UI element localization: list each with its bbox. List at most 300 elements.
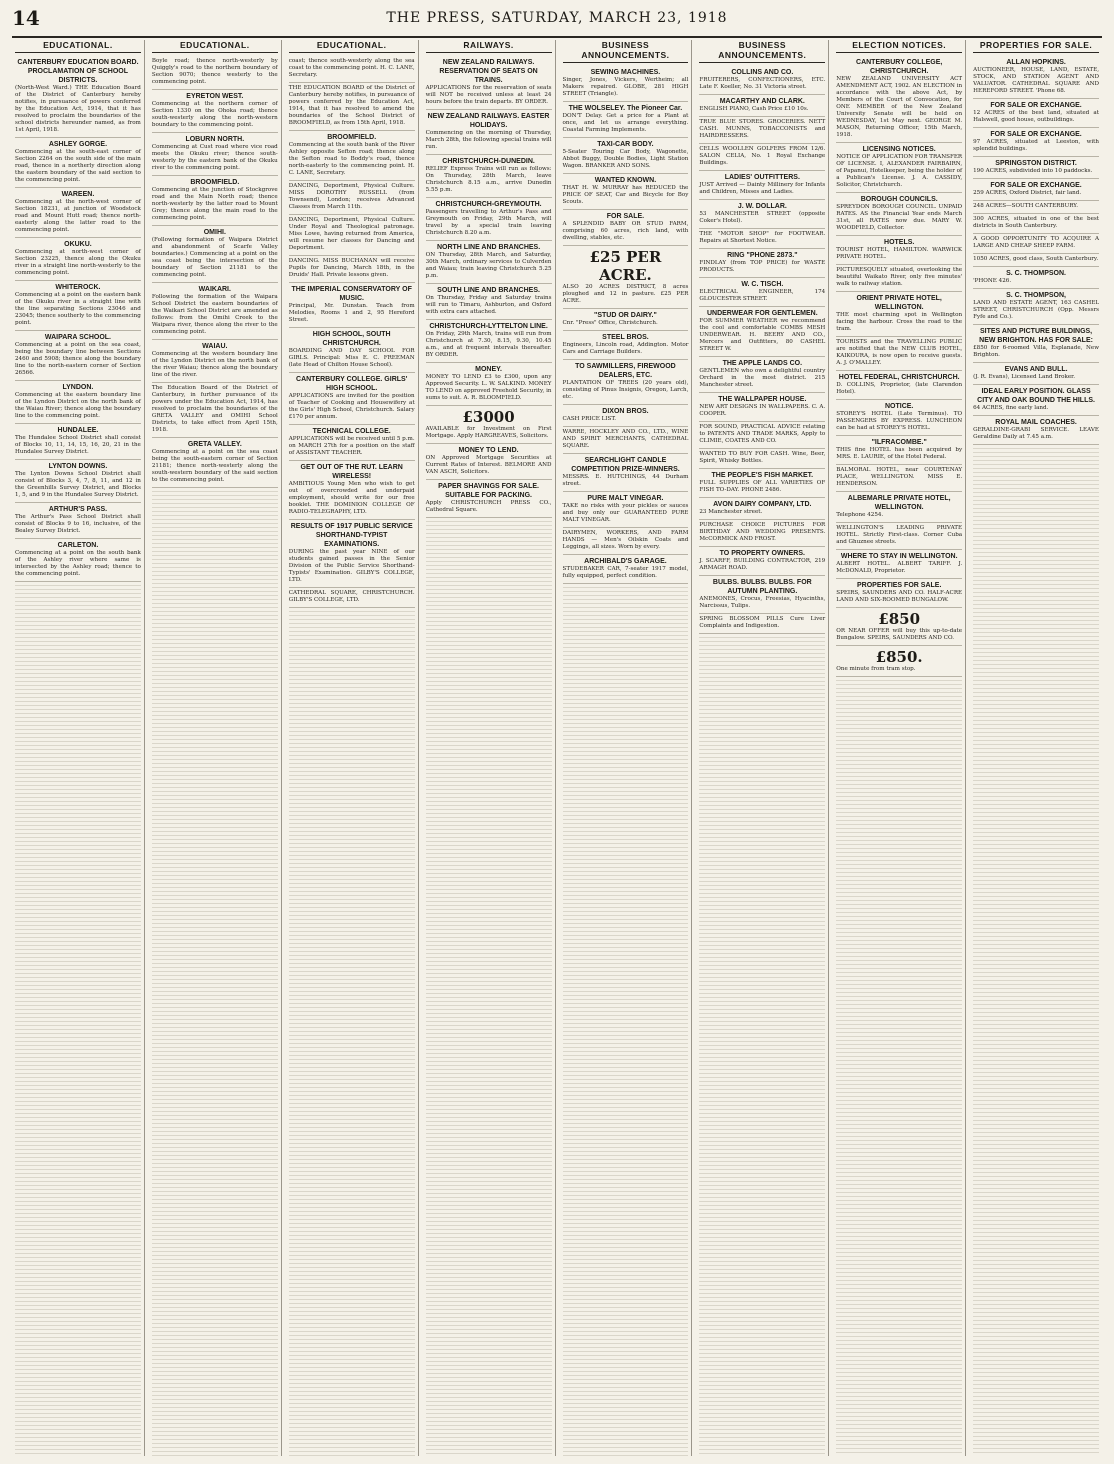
ad-body-text: ELECTRICAL ENGINEER, 174 GLOUCESTER STREET. (699, 289, 826, 302)
ad-body-text: Commencing at a point on the sea coast, being the boundary line between Sections 2460 and 5908; thence along the boundary line to the north-eastern corner of Section 26566. (15, 342, 141, 376)
advertisement (152, 56, 278, 90)
advertisement (289, 461, 415, 520)
advertisement (563, 331, 689, 360)
ad-body-text: RELIEF Express Trains will run as follows: On Thursday, 28th March, leave Christchurch 8.15 a.m., arrive Dunedin 5.55 p.m. (425, 166, 552, 193)
advertisement (973, 289, 1099, 325)
ad-headline: TECHNICAL COLLEGE. (312, 428, 391, 435)
ad-headline: CANTERBURY COLLEGE, CHRISTCHURCH. (856, 59, 943, 75)
ad-body-text: STUDEBAKER CAR, 7-seater 1917 model, fully equipped, perfect condition. (562, 566, 689, 579)
ad-body-text: WANTED TO BUY FOR CASH. Wine, Beer, Spirit, Whisky Bottles. (699, 451, 826, 464)
advertisement (973, 363, 1099, 385)
ad-headline: SPRINGSTON DISTRICT. (995, 160, 1077, 167)
ad-headline: MACARTHY AND CLARK. (719, 98, 805, 105)
column-6 (696, 40, 829, 1456)
ad-headline: BROOMFIELD. (327, 134, 377, 141)
ad-body-text: Commencing at the eastern boundary line of the Lyndon District on the north bank of the Waiau River; thence along the boundary line to the commencing point. (15, 392, 141, 419)
advertisement (152, 90, 278, 133)
ad-body-text: 64 ACRES, fine early land. (973, 405, 1049, 411)
ad-body-text: BALMORAL HOTEL, near COURTENAY PLACE, WELLINGTON. MISS E. HENDERSON. (836, 467, 963, 487)
ad-headline: SEARCHLIGHT CANDLE COMPETITION PRIZE-WINNERS. (571, 457, 680, 473)
ad-headline: LOBURN NORTH. (185, 136, 245, 143)
column-heading: RAILWAYS. (426, 40, 552, 53)
ad-body-text: (Following formation of Waipara District and abandonment of Scarfe Valley boundaries.) Commencing at a point on the sea coast being the intersection of the boundary of Section 21181 to the commencing point. (151, 237, 278, 278)
advertisement (426, 56, 552, 110)
advertisement (699, 66, 825, 95)
advertisement (563, 427, 689, 454)
ad-headline: S. C. THOMPSON. (1006, 270, 1067, 277)
advertisement (563, 246, 689, 309)
advertisement (699, 498, 825, 520)
ad-body-text: WELLINGTON'S LEADING PRIVATE HOTEL. Strictly First-class. Corner Cuba and Ghuznee streets. (836, 525, 963, 545)
ad-body-text: 53 MANCHESTER STREET (opposite Coker's Hotel). (699, 211, 826, 224)
advertisement (15, 424, 141, 460)
ad-headline: LYNTON DOWNS. (48, 463, 108, 470)
advertisement (836, 371, 962, 400)
ad-body-text: Commencing at the north-west corner of Section 18231, at junction of Woodstock road and Mount Hutt road; thence north-easterly along the latter road to the commencing point. (15, 199, 141, 233)
ad-body-text: Singer, Jones, Vickers, Wertheim; all Makers repaired. GLOBE, 281 HIGH STREET (Triangle). (562, 77, 689, 97)
advertisement (973, 201, 1099, 214)
column-fine-print (15, 582, 141, 1456)
advertisement (836, 193, 962, 236)
ad-body-text: NEW ZEALAND UNIVERSITY ACT AMENDMENT ACT, 1902. AN ELECTION in accordance with the above Act, by Members of the Court of Convocation, for ONE MEMBER of the New Zealand University Senate will be held on WEDNESDAY, 1st May next. GEORGE M. MASON, Returning Officer, 15th March, 1918. (836, 76, 963, 138)
advertisement (15, 238, 141, 281)
ad-headline: THE APPLE LANDS CO. (722, 360, 803, 367)
ad-body-text: The Arthur's Pass School District shall consist of Blocks 9 to 16, inclusive, of the Bealey Survey District. (15, 514, 141, 534)
advertisement (426, 241, 552, 284)
ad-headline: CANTERBURY EDUCATION BOARD. PROCLAMATION OF SCHOOL DISTRICTS. (17, 59, 139, 84)
advertisement (699, 393, 825, 422)
ad-body-text: Commencing at the junction of Stockgrove road and the Main North road; thence north-westerly by the latter road to Mount Grey; thence along the main road to the commencing point. (151, 187, 278, 221)
ad-body-text: On Friday, 29th March, trains will run from Christchurch at 7.30, 8.15, 9.30, 10.45 a.m., and at frequent intervals thereafter. BY ORDER. (425, 331, 552, 358)
ad-headline: TO PROPERTY OWNERS. (719, 550, 805, 557)
column-1 (12, 40, 145, 1456)
ad-body-text: GERALDINE-GRABI SERVICE. LEAVE Geraldine Daily at 7.45 a.m. (973, 427, 1099, 440)
ad-body-text: FOR SUMMER WEATHER we recommend the cool and comfortable COMBS MESH UNDERWEAR. H. BEERY AND CO., Mercers and Outfitters, 80 CASHEL STREET W. (699, 318, 826, 352)
advertisement (152, 226, 278, 283)
ad-headline: WHERE TO STAY IN WELLINGTON. (840, 553, 958, 560)
advertisement (289, 283, 415, 328)
ad-headline: FOR SALE OR EXCHANGE. (990, 102, 1082, 109)
ad-headline: FOR SALE. (606, 213, 645, 220)
ad-headline: OMIHI. (203, 229, 226, 236)
ad-headline: BROOMFIELD. (190, 179, 240, 186)
advertisement (699, 547, 825, 576)
ad-body-text: AMBITIOUS Young Men who wish to get out of overcrowded and underpaid employment, should write for our free booklet. THE DOMINION COLLEGE OF RADIO-TELEGRAPHY, LTD. (288, 481, 415, 515)
ad-body-text: Commencing at a point on the south bank of the Ashley river where same is intersected by the Ashley road; thence to the commencing point. (15, 550, 141, 577)
advertisement (699, 144, 825, 171)
ad-body-text: DON'T Delay. Get a price for a Plant at once, and let us arrange everything. Coastal Farming Implements. (562, 113, 689, 133)
ad-body-text: ON Approved Mortgage Securities at Current Rates of Interest. BELMORE AND VAN ASCH, Solicitors. (425, 455, 552, 475)
advertisement (563, 138, 689, 174)
ad-body-text: ON Thursday, 28th March, and Saturday, 30th March, ordinary services to Culverden and Waiau; train leaving Christchurch 5.25 p.m. (425, 252, 552, 279)
column-heading: BUSINESS ANNOUNCEMENTS. (563, 40, 689, 63)
ad-body-text: FINDLAY (from TOP PRICE) for WASTE PRODUCTS. (699, 260, 826, 273)
advertisement (563, 405, 689, 427)
advertisement (426, 198, 552, 241)
ad-headline: EYRETON WEST. (186, 93, 244, 100)
advertisement (836, 492, 962, 523)
advertisement (289, 328, 415, 373)
ad-headline: CHRISTCHURCH-GREYMOUTH. (435, 201, 542, 208)
column-heading: EDUCATIONAL. (15, 40, 141, 53)
ad-body-text: FRUITERERS, CONFECTIONERS, ETC. Late F. Koeller, No. 31 Victoria street. (699, 77, 826, 90)
ad-headline: UNDERWEAR FOR GENTLEMEN. (706, 310, 818, 317)
advertisement (836, 236, 962, 265)
ad-headline: ARTHUR'S PASS. (48, 506, 108, 513)
advertisement (426, 406, 552, 444)
advertisement (289, 215, 415, 256)
ad-headline: AVON DAIRY COMPANY, LTD. (713, 501, 812, 508)
ad-headline: S. C. THOMPSON, (1006, 292, 1067, 299)
advertisement (15, 188, 141, 238)
ad-headline: NEW ZEALAND RAILWAYS. RESERVATION OF SEATS ON TRAINS. (439, 59, 538, 84)
ad-headline: THE WALLPAPER HOUSE. (718, 396, 807, 403)
advertisement (15, 138, 141, 188)
advertisement (563, 492, 689, 528)
ad-headline: OKUKU. (64, 241, 92, 248)
ad-headline: WAREEN. (61, 191, 95, 198)
ad-headline: SITES AND PICTURE BUILDINGS, NEW BRIGHTON. HAS FOR SALE: (979, 328, 1093, 344)
advertisement (563, 309, 689, 331)
ad-headline: MONEY TO LEND. (458, 447, 519, 454)
ad-headline: ALBEMARLE PRIVATE HOTEL, WELLINGTON. (847, 495, 951, 511)
newspaper-columns (12, 40, 1102, 1456)
ad-headline: ALLAN HOPKINS. (1006, 59, 1066, 66)
ad-headline: EVANS AND BULL. (1004, 366, 1068, 373)
ad-headline: STEEL BROS. (602, 334, 649, 341)
ad-body-text: APPLICATIONS for the reservation of seats will NOT be received unless at least 24 hours before the train departs. BY ORDER. (425, 85, 552, 105)
ad-body-text: FOR SOUND, PRACTICAL ADVICE relating to PATENTS AND TRADE MARKS, Apply to CLIMIE, COATES AND CO. (699, 424, 826, 444)
ad-body-text: CASH PRICE LIST. (562, 416, 617, 422)
column-fine-print (152, 488, 278, 1456)
advertisement (836, 400, 962, 436)
advertisement (973, 56, 1099, 99)
ad-body-text: PICTURESQUELY situated, overlooking the beautiful Waikato River, only five minutes' walk to railway station. (836, 267, 963, 287)
ad-body-text: MESSRS. E. HUTCHINGS, 44 Durham street. (562, 474, 689, 487)
advertisement (973, 325, 1099, 363)
advertisement (563, 360, 689, 405)
advertisement (15, 331, 141, 381)
ad-body-text: 'PHONE 426. (973, 278, 1012, 284)
advertisement (152, 383, 278, 438)
ad-headline: NEW ZEALAND RAILWAYS. EASTER HOLIDAYS. (427, 113, 550, 129)
advertisement (699, 117, 825, 144)
advertisement (973, 214, 1099, 234)
ad-headline: £850 (878, 610, 921, 628)
ad-body-text: FULL SUPPLIES OF ALL VARIETIES OF FISH TO-DAY. PHONE 2486. (699, 480, 826, 493)
advertisement (289, 83, 415, 131)
ad-headline: PROPERTIES FOR SALE. (856, 582, 942, 589)
column-fine-print (426, 518, 552, 1456)
advertisement (699, 249, 825, 278)
ad-body-text: CELLS WOOLLEN GOLFERS FROM 12/6. SALON CELIA, No. 1 Royal Exchange Buildings. (699, 146, 826, 166)
ad-headline: COLLINS AND CO. (731, 69, 794, 76)
ad-body-text: Apply CHRISTCHURCH PRESS CO., Cathedral Square. (425, 500, 552, 513)
advertisement (563, 174, 689, 210)
ad-body-text: ALBERT HOTEL. ALBERT TARIFF. J. McDONALD, Proprietor. (836, 561, 963, 574)
advertisement (289, 181, 415, 215)
advertisement (15, 503, 141, 539)
ad-body-text: (J. R. Evans), Licensed Land Broker. (973, 374, 1076, 380)
advertisement (836, 292, 962, 337)
ad-body-text: DAIRYMEN, WORKERS, AND FARM HANDS — Men's Oilskin Coats and Leggings, all sizes. Worn by every. (562, 530, 689, 550)
ad-headline: RESULTS OF 1917 PUBLIC SERVICE SHORTHAND-TYPIST EXAMINATIONS. (290, 523, 413, 548)
ad-body-text: (North-West Ward.) THE Education Board of the District of Canterbury hereby notifies, in pursuance of powers conferred by the Education Act, 1914, that it has resolved to proclaim the boundaries of the school districts hereunder named, as from 1st April, 1918. (15, 85, 141, 133)
advertisement (699, 200, 825, 229)
ad-headline: MONEY. (475, 366, 502, 373)
ad-headline: ROYAL MAIL COACHES. (995, 419, 1077, 426)
advertisement (973, 128, 1099, 157)
ad-body-text: Commencing at the south-east corner of Section 2264 on the south side of the main road, thence in a northerly direction along the eastern boundary of the said section to the commencing point. (15, 149, 141, 183)
ad-body-text: PURCHASE CHOICE PICTURES FOR BIRTHDAY AND WEDDING PRESENTS. McCORMICK AND FROST. (699, 522, 826, 542)
ad-body-text: Commencing at the northern corner of Section 1330 on the Ohoka road; thence south-westerly along the north-western boundary to the commencing point. (151, 101, 278, 128)
advertisement (699, 576, 825, 614)
ad-body-text: Cnr. "Press" Office, Christchurch. (562, 320, 658, 326)
ad-body-text: APPLICATIONS are invited for the position of Teacher of Cooking and Housewifery at the Girls' High School, Christchurch. Salary £170 per annum. (288, 393, 415, 420)
ad-headline: J. W. DOLLAR. (737, 203, 787, 210)
ad-body-text: ALSO 20 ACRES DISTRICT, 8 acres ploughed and 12 in pasture. £25 PER ACRE. (562, 284, 689, 304)
ad-headline: GRETA VALLEY. (187, 441, 242, 448)
advertisement (426, 480, 552, 518)
advertisement (289, 588, 415, 608)
ad-body-text: PLANTATION OF TREES (20 years old), consisting of Pinus Insignis, Oregon, Larch, etc. (562, 380, 689, 400)
ad-headline: PAPER SHAVINGS FOR SALE. SUITABLE FOR PACKING. (438, 483, 539, 499)
advertisement (15, 460, 141, 503)
ad-body-text: 97 ACRES, situated at Leeston, with splendid buildings. (973, 139, 1099, 152)
ad-headline: BULBS. BULBS. BULBS. FOR AUTUMN PLANTING. (712, 579, 812, 595)
ad-body-text: One minute from tram stop. (836, 666, 916, 672)
ad-body-text: D. COLLINS, Proprietor, (late Clarendon Hotel). (836, 382, 963, 395)
advertisement (152, 283, 278, 340)
ad-headline: CHRISTCHURCH-LYTTELTON LINE. (429, 323, 548, 330)
ad-body-text: 300 ACRES, situated in one of the best districts in South Canterbury. (973, 216, 1099, 229)
advertisement (836, 143, 962, 193)
advertisement (973, 157, 1099, 179)
ad-headline: PURE MALT VINEGAR. (587, 495, 664, 502)
ad-body-text: Commencing at the western boundary line of the Lyndon District on the north bank of the river Waiau; thence along the boundary line of the river. (151, 351, 278, 378)
column-fine-print (699, 634, 825, 1456)
ad-body-text: On Thursday, Friday and Saturday trains will run to Timaru, Ashburton, and Oxford with extra cars attached. (425, 295, 552, 315)
ad-body-text: THE "MOTOR SHOP" for FOOTWEAR. Repairs at Shortest Notice. (699, 231, 826, 244)
ad-body-text: DANCING, Deportment, Physical Culture. Under Royal and Theological patronage. Miss Lowe, having returned from America, will resume her classes for Dancing and Deportment. (288, 217, 415, 251)
ad-headline: SEWING MACHINES. (590, 69, 661, 76)
ad-body-text: SPREYDON BOROUGH COUNCIL. UNPAID RATES. AS the Financial Year ends March 31st, all RATES now due. MARY W. WOODFIELD, Collector. (836, 204, 963, 231)
ad-headline: WHITEROCK. (55, 284, 101, 291)
ad-body-text: Following the formation of the Waipara School District the eastern boundaries of the Waikari School District are amended as follows: from the Omihi Creek to the Waipara river, thence along the river to the commencing point. (151, 294, 278, 335)
ad-headline: HUNDALEE. (57, 427, 99, 434)
advertisement (836, 646, 962, 677)
ad-body-text: DANCING. MISS BUCHANAN will receive Pupils for Dancing, March 18th, in the Druids' Hall. Private lessons given. (288, 258, 415, 278)
ad-body-text: AUCTIONEER, HOUSE, LAND, ESTATE, STOCK, AND STATION AGENT AND VALUATOR. CATHEDRAL SQUARE AND HEREFORD STREET. 'Phone 68. (973, 67, 1099, 94)
ad-body-text: NEW ART DESIGNS IN WALLPAPERS. C. A. COOPER. (699, 404, 826, 417)
ad-headline: NORTH LINE AND BRANCHES. (436, 244, 541, 251)
ad-headline: FOR SALE OR EXCHANGE. (990, 182, 1082, 189)
advertisement (426, 110, 552, 155)
ad-body-text: Passengers travelling to Arthur's Pass and Greymouth on Friday, 29th March, will travel by a special train leaving Christchurch 8.20 a.m. (425, 209, 552, 236)
ad-body-text: OR NEAR OFFER will buy this up-to-date Bungalow. SPEIRS, SAUNDERS AND CO. (836, 628, 963, 641)
ad-body-text: Commencing on the morning of Thursday, March 28th, the following special trains will run. (425, 130, 552, 150)
ad-body-text: APPLICATIONS will be received until 5 p.m. on MARCH 27th for a position on the staff of ASSISTANT TEACHER. (288, 436, 415, 456)
advertisement (699, 422, 825, 449)
ad-headline: LICENSING NOTICES. (862, 146, 936, 153)
advertisement (699, 229, 825, 249)
column-3 (286, 40, 419, 1456)
advertisement (15, 381, 141, 424)
advertisement (15, 56, 141, 138)
column-heading: ELECTION NOTICES. (836, 40, 962, 53)
ad-headline: TO SAWMILLERS, FIREWOOD DEALERS, ETC. (575, 363, 676, 379)
advertisement (563, 210, 689, 246)
ad-headline: WAIPARA SCHOOL. (44, 334, 111, 341)
advertisement (426, 284, 552, 320)
newspaper-title: THE PRESS, SATURDAY, MARCH 23, 1918 (386, 10, 728, 26)
advertisement (563, 66, 689, 102)
ad-body-text: DANCING, Deportment, Physical Culture. MISS DOROTHY RUSSELL (from Townsend), London; receives Advanced Classes from March 11th. (288, 183, 415, 210)
ad-body-text: LAND AND ESTATE AGENT, 163 CASHEL STREET, CHRISTCHURCH (Opp. Messrs Fyfe and Co.). (973, 300, 1099, 320)
advertisement (152, 438, 278, 488)
advertisement (563, 454, 689, 492)
advertisement (973, 179, 1099, 201)
page-number: 14 (12, 6, 40, 30)
advertisement (426, 155, 552, 198)
advertisement (563, 528, 689, 555)
advertisement (152, 176, 278, 226)
ad-body-text: Telephone 4254. (836, 512, 884, 518)
ad-body-text: TAKE no risks with your pickles or sauces and buy only our GUARANTEED PURE MALT VINEGAR. (562, 503, 689, 523)
advertisement (836, 523, 962, 550)
ad-headline: GET OUT OF THE RUT. LEARN WIRELESS! (300, 464, 403, 480)
ad-body-text: 5-Seater Touring Car Body, Wagonette, Abbot Buggy, Double Bodies, Light Station Wagon. BRANKER AND SONS. (562, 149, 689, 169)
advertisement (699, 357, 825, 393)
ad-headline: ASHLEY GORGE. (48, 141, 108, 148)
advertisement (15, 281, 141, 331)
ad-headline: HIGH SCHOOL, SOUTH CHRISTCHURCH. (312, 331, 391, 347)
advertisement (973, 385, 1099, 416)
column-7 (833, 40, 966, 1456)
advertisement (699, 449, 825, 469)
advertisement (152, 340, 278, 383)
ad-body-text: BOARDING AND DAY SCHOOL FOR GIRLS. Principal: Miss E. C. FREEMAN (late Head of Chilton House School). (288, 348, 415, 368)
ad-body-text: STOREY'S HOTEL (Late Terminus). TO PASSENGERS BY EXPRESS. LUNCHEON can be had at STOREY'S HOTEL. (836, 411, 963, 431)
advertisement (289, 520, 415, 588)
ad-headline: FOR SALE OR EXCHANGE. (990, 131, 1082, 138)
advertisement (836, 56, 962, 143)
advertisement (699, 171, 825, 200)
column-fine-print (973, 445, 1099, 1456)
advertisement (699, 520, 825, 547)
advertisement (699, 307, 825, 357)
advertisement (699, 278, 825, 307)
ad-body-text: J. SCARFF, BUILDING CONTRACTOR, 219 ARMAGH ROAD. (699, 558, 826, 571)
ad-headline: CHRISTCHURCH-DUNEDIN. (442, 158, 535, 165)
ad-headline: NOTICE. (884, 403, 914, 410)
advertisement (15, 539, 141, 582)
ad-headline: "STUD OR DAIRY." (594, 312, 657, 319)
ad-body-text: ENGLISH PIANO, Cash Price £10 10s. (699, 106, 809, 112)
column-heading: BUSINESS ANNOUNCEMENTS. (699, 40, 825, 63)
ad-body-text: WARRE, HOCKLEY AND CO., LTD., WINE AND SPIRIT MERCHANTS, CATHEDRAL SQUARE. (562, 429, 689, 449)
advertisement (699, 469, 825, 498)
column-heading: EDUCATIONAL. (152, 40, 278, 53)
ad-headline: TAXI-CAR BODY. (597, 141, 654, 148)
ad-headline: RING "PHONE 2873." (727, 252, 798, 259)
ad-body-text: THE most charming spot in Wellington facing the harbour. Cross the road to the tram. (836, 312, 963, 332)
ad-headline: SOUTH LINE AND BRANCHES. (437, 287, 540, 294)
ad-headline: THE WOLSELEY. The Pioneer Car. (568, 105, 683, 112)
ad-headline: £25 PER ACRE. (589, 248, 662, 284)
advertisement (836, 550, 962, 579)
ad-body-text: AVAILABLE for Investment on First Mortgage. Apply HARGREAVES, Solicitors. (425, 426, 552, 439)
column-4 (423, 40, 556, 1456)
ad-body-text: CATHEDRAL SQUARE, CHRISTCHURCH. GILBY'S COLLEGE, LTD. (288, 590, 415, 603)
column-8 (970, 40, 1102, 1456)
ad-body-text: THIS fine HOTEL has been acquired by MRS. E. LAURIE, of the Hotel Federal. (836, 447, 963, 460)
ad-body-text: Principal, Mr. Dunstan. Teach from Melodies, Rooms 1 and 2, 95 Hereford Street. (288, 303, 415, 323)
advertisement (836, 337, 962, 371)
ad-body-text: TOURISTS and the TRAVELLING PUBLIC are notified that the NEW CLUB HOTEL, KAIKOURA, is now open to receive guests. A. J. O'MALLEY. (836, 339, 963, 366)
advertisement (289, 131, 415, 181)
advertisement (699, 614, 825, 634)
ad-body-text: 23 Manchester street. (699, 509, 763, 515)
ad-body-text: The Lynton Downs School District shall consist of Blocks 3, 4, 7, 8, 11, and 12 in the Greenhills Survey District, and Blocks 1, 5, and 9 in the Hundalee Survey District. (15, 471, 141, 498)
ad-headline: £850. (875, 648, 923, 666)
ad-body-text: 248 ACRES—SOUTH CANTERBURY. (973, 203, 1078, 209)
ad-body-text: A SPLENDID BABY OR STUD FARM, comprising 60 acres, rich land, with dwelling, stables, etc. (562, 221, 689, 241)
ad-body-text: The Education Board of the District of Canterbury, in further pursuance of its powers under the Education Act, 1914, has resolved to proclaim the boundaries of the GRETA VALLEY and OMIHI School Districts, to take effect from April 15th, 1918. (151, 385, 278, 433)
ad-headline: £3000 (462, 408, 515, 426)
advertisement (426, 444, 552, 480)
ad-headline: CARLETON. (57, 542, 99, 549)
ad-headline: ORIENT PRIVATE HOTEL, WELLINGTON. (856, 295, 942, 311)
advertisement (289, 425, 415, 461)
ad-body-text: The Hundalee School District shall consist of Blocks 10, 11, 14, 15, 16, 20, 21 in the Hundalee Survey District. (15, 435, 141, 455)
advertisement (563, 102, 689, 138)
advertisement (836, 608, 962, 646)
ad-headline: THE PEOPLE'S FISH MARKET. (711, 472, 814, 479)
column-fine-print (289, 608, 415, 1456)
ad-body-text: Engineers, Lincoln road, Addington. Motor Cars and Carriage Builders. (562, 342, 689, 355)
ad-headline: "ILFRACOMBE." (871, 439, 927, 446)
ad-body-text: TOURIST HOTEL, HAMILTON. WARWICK PRIVATE HOTEL. (836, 247, 963, 260)
column-fine-print (836, 677, 962, 1456)
ad-headline: THE IMPERIAL CONSERVATORY OF MUSIC. (291, 286, 412, 302)
ad-body-text: Commencing at Cust road where vice road meets the Okuku river; thence south-westerly by the eastern bank of the Okuku river to the commencing point. (151, 144, 278, 171)
ad-headline: WANTED KNOWN. (594, 177, 657, 184)
ad-body-text: 12 ACRES of the best land, situated at Halswell, good house, outbuildings. (973, 110, 1099, 123)
ad-headline: HOTELS. (884, 239, 915, 246)
ad-body-text: 190 ACRES, subdivided into 10 paddocks. (973, 168, 1093, 174)
ad-body-text: GENTLEMEN who own a delightful country Orchard in the most district. 215 Manchester street. (699, 368, 826, 388)
ad-body-text: THE EDUCATION BOARD of the District of Canterbury hereby notifies, in pursuance of powers conferred by the Education Act, 1914, that it has resolved to amend the boundaries of the School District of BROOMFIELD, as from 15th April, 1918. (288, 85, 415, 126)
ad-body-text: JUST Arrived — Dainty Millinery for Infants and Children, Misses and Ladies. (699, 182, 826, 195)
advertisement (426, 320, 552, 363)
advertisement (152, 133, 278, 176)
ad-body-text: 259 ACRES, Oxford District, fair land. (973, 190, 1082, 196)
ad-body-text: SPRING BLOSSOM PILLS Cure Liver Complaints and Indigestion. (699, 616, 826, 629)
ad-headline: ARCHIBALD'S GARAGE. (584, 558, 667, 565)
ad-body-text: Boyle road; thence north-westerly by Quiggly's road to the northern boundary of Section 9070; thence westerly to the commencing point. (151, 58, 278, 85)
column-2 (149, 40, 282, 1456)
ad-headline: LYNDON. (62, 384, 94, 391)
advertisement (836, 465, 962, 492)
ad-headline: DIXON BROS. (602, 408, 649, 415)
ad-body-text: Commencing at the south bank of the River Ashley opposite Sefton road; thence along the Sefton road to Boddy's road, thence north-easterly to the commencing point. H. C. LANE, Secretary. (288, 142, 415, 176)
advertisement (973, 254, 1099, 267)
ad-body-text: Commencing at a point on the sea coast being the south-eastern corner of Section 21181; thence north-westerly along the south-western boundary of the said section to the commencing point. (151, 449, 278, 483)
ad-headline: LADIES' OUTFITTERS. (724, 174, 800, 181)
advertisement (699, 95, 825, 117)
advertisement (289, 256, 415, 283)
